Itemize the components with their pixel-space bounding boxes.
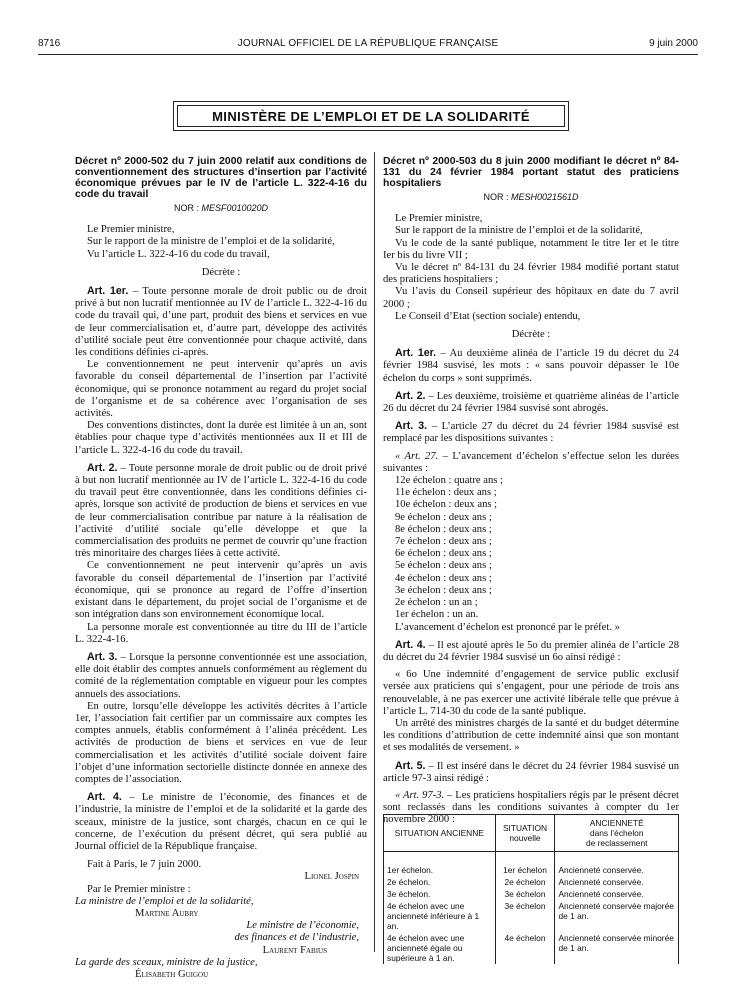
ministry-title: MINISTÈRE DE L’EMPLOI ET DE LA SOLIDARITÉ [177,105,565,127]
article-paragraph: « Art. 97-3. – Les praticiens hospitaliers régis par le présent décret sont reclassés dans les conditions suivantes à compter du 1er novembre 2000 : [383,789,679,826]
decrete-label: Décrète : [201,266,241,278]
decrete-label: Décrète : [511,329,551,341]
article-paragraph: Art. 1er. – Toute personne morale de droit public ou de droit privé à but non lucratif mentionnée au IV de l’article L. 322-4-16 du code du travail qui, d’une part, produit des biens et services en vue de leur commercialisation et, d’autre part, développe des activités d’utilité sociale peut être conventionnée pour chaque activité, dans les conditions définies ci-après. [75,285,368,359]
article-label: Art. 1er. [395,347,437,360]
table-cell: 4e échelon [495,932,555,964]
article-paragraph: En outre, lorsqu’elle développe les activités décrites à l’article 1er, l’association fait certifier par un commissaire aux comptes les comptes annuels, établis conformément à l’alinéa précédent. Les activités de production de biens et services en vue de leur commercialisation et les activités d’utilité sociale doivent faire l’objet d’une information sectorielle distincte donnée en annexe des comptes de l’association. [75,700,367,785]
list-item: 2e échelon : un an ; [395,597,478,609]
table-cell: 4e échelon avec une ancienneté inférieure à 1 an. [384,900,496,932]
intro-line: Le Conseil d’Etat (section sociale) entendu, [395,310,581,322]
nor-right [383,191,679,203]
article-paragraph: L’avancement d’échelon est prononcé par le préfet. » [395,621,620,633]
place-date: Fait à Paris, le 7 juin 2000. [87,859,202,871]
table-cell: 3e échelon [495,888,555,900]
table-header-row [384,815,679,852]
list-item: 11e échelon : deux ans ; [395,487,497,499]
list-item: 5e échelon : deux ans ; [395,560,492,572]
article-paragraph: Art. 3. – L’article 27 du décret du 24 février 1984 susvisé est remplacé par les dispositions suivantes : [383,420,679,445]
intro-line: Vu le code de la santé publique, notamment le titre Ier et le titre Ier bis du livre VII ; [383,237,679,261]
list-item: 12e échelon : quatre ans ; [395,475,503,487]
table-cell: 1er échelon [495,864,555,876]
minister-title: Le ministre de l’économie, [246,920,359,932]
article-paragraph: Art. 2. – Toute personne morale de droit public ou de droit privé à but non lucratif mentionnée au IV de l’article L. 322-4-16 du code du travail peut être conventionnée, dans les conditions définies ci-après, lorsque son activité de production de biens et services en vue de leur commercialisation contribue par nature à la réalisation de l’activité d’utilité sociale qu’elle développe et que la commercialisation des produits ne permet de couvrir qu’une fraction très minoritaire des charges liées à cette activité. [75,461,367,560]
article-label: Art. 2. [87,461,118,474]
table-cell: Ancienneté conservée. [555,864,679,876]
table-cell: 3e échelon. [384,888,496,900]
nor-code: MESH0021561D [510,192,579,202]
article-paragraph: « Art. 27. – L’avancement d’échelon s’effectue selon les durées suivantes : [383,450,679,474]
intro-line: Le Premier ministre, [395,213,483,225]
right-column [383,156,679,827]
intro-line: Vu le décret nº 84-131 du 24 février 1984 modifié portant statut des praticiens hospitaliers ; [383,262,679,286]
intro-line: Sur le rapport de la ministre de l’emploi et de la solidarité, [395,225,643,237]
table-cell: Ancienneté conservée majorée de 1 an. [555,900,679,932]
column-header: SITUATION nouvelle [495,815,555,852]
article-paragraph: Art. 5. – Il est inséré dans le décret du 24 février 1984 susvisé un article 97-3 ainsi rédigé : [383,759,679,784]
article-paragraph: Art. 2. – Les deuxième, troisième et quatrième alinéas de l’article 26 du décret du 24 février 1984 susvisé sont abrogés. [383,389,679,415]
table-cell: 1er échelon. [384,864,496,876]
table-cell: 2e échelon [495,876,555,888]
article-paragraph: Ce conventionnement ne peut intervenir qu’après un avis favorable du conseil départemental de l’insertion par l’activité économique, qui se prononce au regard de l’offre d’insertion existant dans le département, du projet social de l’organisme et de son intégration dans son environnement économique local. [75,560,367,621]
left-column [75,156,367,981]
ministry-box [173,101,569,131]
column-divider [374,152,375,952]
table-spacer [384,852,679,865]
list-item: 4e échelon : deux ans ; [395,572,492,584]
intro-line: Vu l’avis du Conseil supérieur des hôpitaux en date du 7 avril 2000 ; [383,286,679,310]
article-label: Art. 3. [395,420,428,433]
nor-code: MESF0010020D [201,203,269,213]
article-label: Art. 5. [395,759,426,772]
intro-line: Le Premier ministre, [87,224,175,236]
list-item: 7e échelon : deux ans ; [395,536,492,548]
table-row [384,888,679,900]
list-item: 8e échelon : deux ans ; [395,523,492,535]
journal-title: JOURNAL OFFICIEL DE LA RÉPUBLIQUE FRANÇAISE [237,38,499,49]
article-label: « Art. 27. [395,450,439,462]
article-label: Art. 3. [87,650,118,663]
article-paragraph: Art. 4. – Le ministre de l’économie, des finances et de l’industrie, la ministre de l’emploi et de la solidarité et la garde des sceaux, ministre de la justice, sont chargés, chacun en ce qui le concerne, de l’exécution du présent décret, qui sera publié au Journal officiel de la République française. [75,791,367,852]
minister-title: des finances et de l’industrie, [234,932,359,944]
page-number: 8716 [38,38,61,49]
reclassification-table [383,814,679,964]
table-row [384,876,679,888]
nor-left [75,202,367,214]
list-item: 10e échelon : deux ans ; [395,499,498,511]
decree-title-left: Décret nº 2000-502 du 7 juin 2000 relatif aux conditions de conventionnement des structures d’insertion par l’activité économique prévues par le IV de l’article L. 322-4-16 du code du travail [75,156,367,200]
list-item: 3e échelon : deux ans ; [395,584,492,596]
minister-name: Élisabeth Guigou [135,968,209,980]
article-paragraph: La personne morale est conventionnée au titre du III de l’article L. 322-4-16. [75,621,367,645]
column-header: SITUATION ANCIENNE [384,815,496,852]
article-label: Art. 4. [87,791,122,804]
table-cell: 2e échelon. [384,876,496,888]
list-item: 1er échelon : un an. [395,609,479,621]
article-paragraph: Art. 1er. – Au deuxième alinéa de l’article 19 du décret du 24 février 1984 susvisé, les mots : « sans pouvoir dépasser le 10e échelon du corps » sont supprimés. [383,347,680,384]
article-paragraph: Un arrêté des ministres chargés de la santé et du budget détermine les conditions d’attribution de cette indemnité ainsi que son montant et ses modalités de versement. » [383,717,679,754]
article-label: « Art. 97-3. [395,789,445,801]
table-cell: Ancienneté conservée. [555,888,679,900]
issue-date: 9 juin 2000 [649,38,698,49]
article-paragraph: Des conventions distinctes, dont la durée est limitée à un an, sont établies pour chaque type d’activités mentionnées aux II et III de l’article L. 322-4-16 du code du travail. [75,420,367,456]
table-row [384,932,679,964]
signature-block [75,859,367,981]
article-paragraph: « 6o Une indemnité d’engagement de service public exclusif versée aux praticiens qui s’engagent, pour une période de trois ans renouvelable, à ne pas exercer une activité libérale telle que prévue à l’article L. 714-30 du code de la santé publique. [383,669,679,717]
list-item: 6e échelon : deux ans ; [395,548,492,560]
intro-line: Sur le rapport de la ministre de l’emploi et de la solidarité, [87,236,335,248]
signer-name: Lionel Jospin [304,871,359,883]
header-rule [38,54,698,55]
minister-title: La ministre de l’emploi et de la solidarité, [75,895,254,907]
minister-name: Laurent Fabius [262,944,327,956]
article-label: Art. 2. [395,389,426,402]
article-paragraph: Art. 4. – Il est ajouté après le 5o du premier alinéa de l’article 28 du décret du 24 février 1984 susvisé un 6o ainsi rédigé : [383,638,679,663]
nor-label: NOR : [483,192,509,202]
article-paragraph: Le conventionnement ne peut intervenir qu’après un avis favorable du conseil départemental de l’insertion par l’activité économique, qui se prononce notamment au regard du projet social de l’organisme et de sa cohérence avec l’organisation de ses activités. [75,359,367,420]
intro-line: Vu l’article L. 322-4-16 du code du travail, [87,248,270,260]
minister-name: Martine Aubry [135,907,199,919]
table-row [384,864,679,876]
article-paragraph: Art. 3. – Lorsque la personne conventionnée est une association, elle doit établir des comptes annuels conformément au règlement du comité de la réglementation comptable en vigueur pour les comptes annuels des associations. [75,650,368,700]
table-cell: Ancienneté conservée. [555,876,679,888]
article-label: Art. 4. [395,638,426,651]
table-row [384,900,679,932]
echelon-list [383,475,679,621]
by-prime-minister: Par le Premier ministre : [87,883,191,895]
table-cell: 4e échelon avec une ancienneté égale ou supérieure à 1 an. [384,932,496,964]
table-cell: 3e échelon [495,900,555,932]
article-label: Art. 1er. [87,285,129,298]
table-cell: Ancienneté conservée minorée de 1 an. [555,932,679,964]
list-item: 9e échelon : deux ans ; [395,511,492,523]
column-header: ANCIENNETÉ dans l’échelon de reclassement [555,815,679,852]
running-header [38,38,698,52]
decree-title-right: Décret nº 2000-503 du 8 juin 2000 modifiant le décret nº 84-131 du 24 février 1984 portant statut des praticiens hospitaliers [383,156,679,189]
nor-label: NOR : [173,203,199,213]
minister-title: La garde des sceaux, ministre de la justice, [75,956,258,968]
